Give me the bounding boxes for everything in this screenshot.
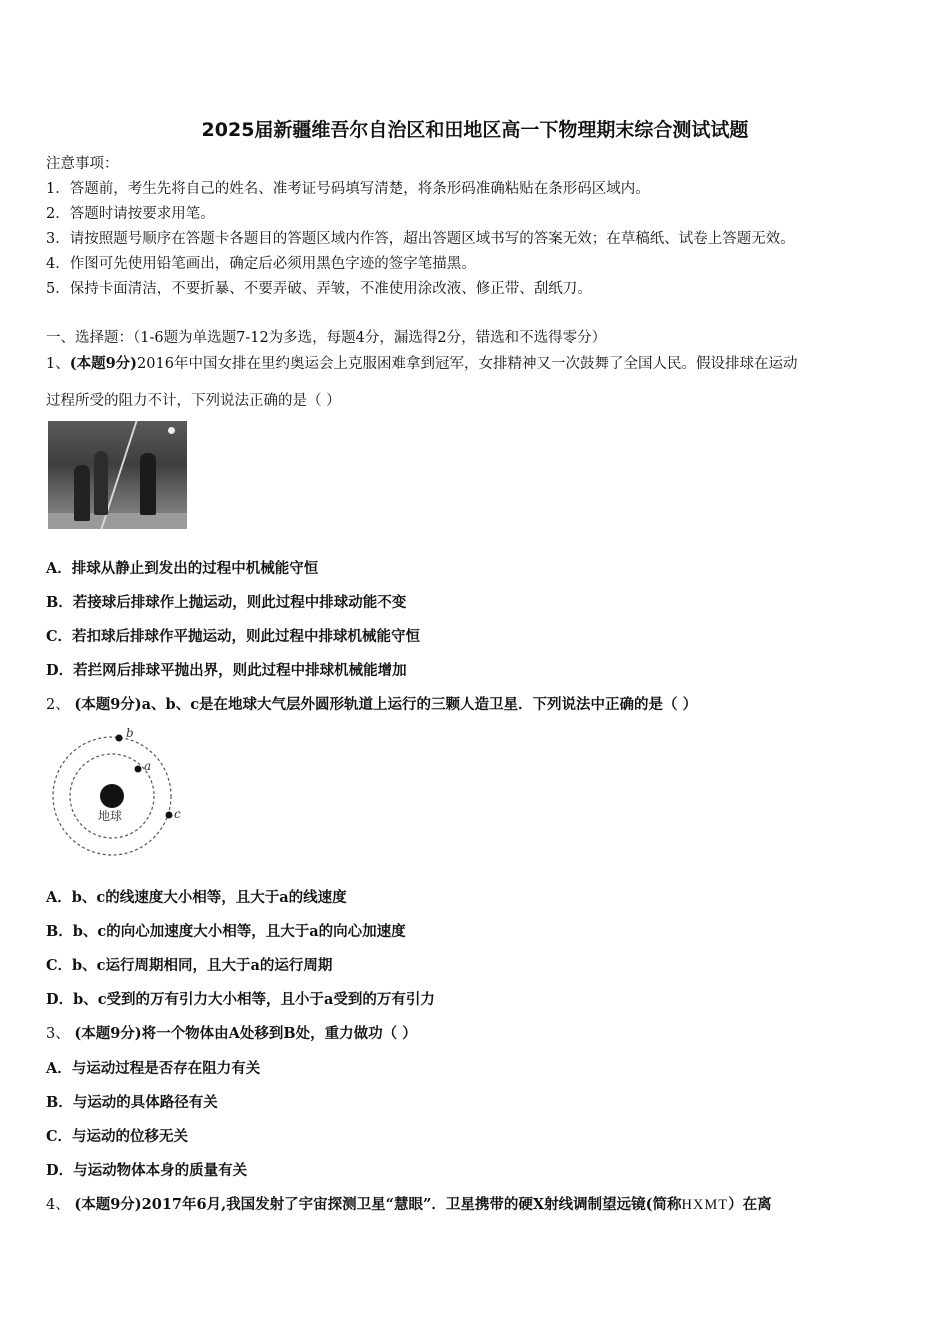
question-3-stem: 将一个物体由A处移到B处，重力做功（ ） [141,1025,417,1042]
question-3-option-c: C．与运动的位移无关 [46,1128,189,1145]
question-2-line [46,693,697,714]
photo-player [140,453,156,515]
question-2-stem: a、b、c是在地球大气层外圆形轨道上运行的三颗人造卫星．下列说法中正确的是（ ） [141,696,698,713]
question-2-option-d: D．b、c受到的万有引力大小相等，且小于a受到的万有引力 [46,991,435,1008]
question-1-stem-1: 2016年中国女排在里约奥运会上克服困难拿到冠军，女排精神又一次鼓舞了全国人民。假设排球在运动 [137,356,798,372]
question-1-line-1 [46,352,797,373]
question-2-option-c: C．b、c运行周期相同，且大于a的运行周期 [46,957,333,974]
notice-item-4: 4．作图可先使用铅笔画出，确定后必须用黑色字迹的签字笔描黑。 [46,256,476,272]
question-3-option-d: D．与运动物体本身的质量有关 [46,1162,248,1179]
question-1-option-b: B．若接球后排球作上抛运动，则此过程中排球动能不变 [46,594,407,611]
question-4-stem-a: 2017年6月,我国发射了宇宙探测卫星“慧眼”．卫星携带的硬X射线调制望远镜(简称 [141,1196,682,1213]
section-heading: 一、选择题：（1-6题为单选题7-12为多选，每题4分，漏选得2分，错选和不选得零分） [46,330,607,346]
photo-ball [168,427,175,434]
question-1-number: 1、 [46,356,70,372]
question-3-tag: (本题9分) [74,1025,142,1042]
question-1-line-2: 过程所受的阻力不计，下列说法正确的是（ ） [46,393,341,409]
question-4-stem-b: HXMT [681,1197,729,1213]
question-4-tag: (本题9分) [74,1196,142,1213]
question-3-line [46,1022,417,1043]
notice-item-2: 2．答题时请按要求用笔。 [46,206,215,222]
question-4-stem-c: ）在离 [728,1196,772,1213]
question-1-option-d: D．若拦网后排球平抛出界，则此过程中排球机械能增加 [46,662,407,679]
question-4-number: 4、 [46,1197,70,1213]
satellite-b [116,735,123,742]
photo-player [94,451,108,515]
question-1-tag: (本题9分) [69,355,138,372]
question-2-number: 2、 [46,697,70,713]
question-3-option-b: B．与运动的具体路径有关 [46,1094,218,1111]
question-2-option-a: A．b、c的线速度大小相等，且大于a的线速度 [46,889,347,906]
question-3-number: 3、 [46,1026,70,1042]
photo-player [74,465,90,521]
satellite-c [166,812,173,819]
notice-item-3: 3．请按照题号顺序在答题卡各题目的答题区域内作答，超出答题区域书写的答案无效；在草稿纸、试卷上答题无效。 [46,231,795,247]
notice-item-5: 5．保持卡面清洁，不要折暴、不要弄破、弄皱，不准使用涂改液、修正带、刮纸刀。 [46,281,592,297]
satellite-c-label: c [174,807,181,821]
question-1-option-c: C．若扣球后排球作平抛运动，则此过程中排球机械能守恒 [46,628,421,645]
question-3-option-a: A．与运动过程是否存在阻力有关 [46,1060,261,1077]
question-1-option-a: A．排球从静止到发出的过程中机械能守恒 [46,560,319,577]
question-2-option-b: B．b、c的向心加速度大小相等，且大于a的向心加速度 [46,923,406,940]
notice-item-1: 1．答题前，考生先将自己的姓名、准考证号码填写清楚，将条形码准确粘贴在条形码区域内。 [46,181,650,197]
orbit-diagram [46,726,186,858]
question-2-tag: (本题9分) [74,696,142,713]
notice-heading: 注意事项： [46,156,119,172]
volleyball-photo [48,421,187,529]
satellite-b-label: b [126,726,134,740]
satellite-a-label: a [144,759,152,773]
page-title: 2025届新疆维吾尔自治区和田地区高一下物理期末综合测试试题 [201,119,749,141]
question-4-line [46,1193,772,1214]
earth-dot [100,784,124,808]
photo-floor [48,513,187,529]
satellite-a [135,766,142,773]
earth-label: 地球 [98,809,123,823]
